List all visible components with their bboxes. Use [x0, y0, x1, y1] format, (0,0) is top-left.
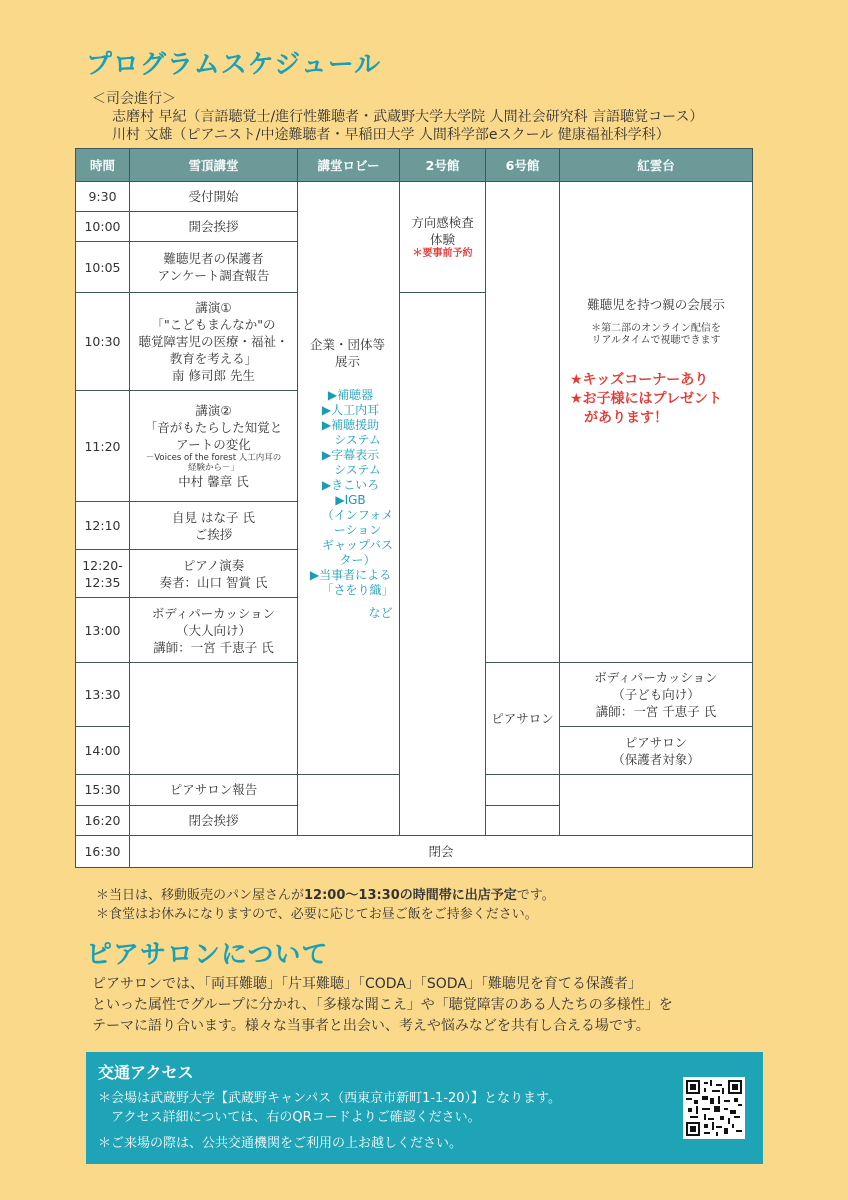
- lobby-item: ▶補聴援助: [321, 417, 380, 432]
- peer-salon-line: といった属性でグループに分かれ、「多様な聞こえ」や「聴覚障害のある人たちの多様性」を: [92, 997, 673, 1013]
- mc-person: 志磨村 早紀（言語聴覚士/進行性難聴者・武蔵野大学大学院 人間社会研究科 言語聴覚コース）: [112, 109, 704, 125]
- bldg6-cell-empty: [486, 182, 560, 663]
- time-cell: 16:30: [76, 835, 130, 867]
- header-hall: 雪頂講堂: [130, 149, 298, 182]
- bldg6-cell-empty: [486, 805, 560, 835]
- hall-cell: 開会挨拶: [130, 212, 298, 242]
- hall-cell: 受付開始: [130, 182, 298, 212]
- time-cell: 10:05: [76, 242, 130, 292]
- peer-salon-line: テーマに語り合います。様々な当事者と出会い、考えや悩みなどを共有し合える場です。: [92, 1018, 650, 1034]
- lobby-item: （インフォメーション: [321, 507, 394, 537]
- lobby-item: ▶補聴器: [327, 387, 374, 402]
- kids-corner-note: ★キッズコーナーあり: [570, 371, 709, 388]
- access-title: 交通アクセス: [98, 1063, 194, 1082]
- time-cell: 12:20- 12:35: [76, 550, 130, 598]
- hall-cell: 自見 はな子 氏 ご挨拶: [130, 501, 298, 549]
- time-cell: 13:30: [76, 662, 130, 726]
- note-line: ＊食堂はお休みになりますので、必要に応じてお昼ご飯をご持参ください。: [96, 907, 538, 922]
- kounkai-cell: ボディパーカッション （子ども向け） 講師：一宮 千恵子 氏: [560, 662, 753, 726]
- access-box: [86, 1052, 763, 1164]
- hall-cell: ピアノ演奏 奏者：山口 智賞 氏: [130, 550, 298, 598]
- time-cell: 13:00: [76, 598, 130, 662]
- qr-code-icon[interactable]: [683, 1077, 745, 1139]
- lobby-item: システム: [334, 432, 381, 447]
- time-cell: 12:10: [76, 501, 130, 549]
- kounkai-note: リアルタイムで視聴できます: [591, 334, 721, 346]
- bldg6-cell: ピアサロン: [486, 662, 560, 775]
- header-bldg6: 6号館: [486, 149, 560, 182]
- access-text: ＊ご来場の際は、公共交通機関をご利用の上お越しください。: [98, 1136, 463, 1151]
- time-cell: 14:00: [76, 727, 130, 775]
- header-time: 時間: [76, 149, 130, 182]
- bldg2-cell-empty: [400, 292, 486, 835]
- note-line: ＊当日は、移動販売のパン屋さんが12:00〜13:30の時間帯に出店予定です。: [96, 888, 555, 903]
- peer-salon-title: ピアサロンについて: [86, 940, 329, 970]
- bldg2-note: ＊要事前予約: [412, 247, 473, 259]
- kounkai-cell: [560, 182, 753, 663]
- hall-cell: 講演① 「"こどもまんなか"の 聴覚障害児の医療・福祉・ 教育を考える」 南 修司郎 先生: [130, 292, 298, 391]
- lobby-item: など: [368, 605, 393, 620]
- lobby-title: 企業・団体等: [309, 336, 385, 352]
- peer-salon-text: [92, 974, 772, 1037]
- hall-cell: ピアサロン報告: [130, 775, 298, 805]
- kounkai-cell: ピアサロン （保護者対象）: [560, 727, 753, 775]
- present-note: があります！: [584, 409, 668, 426]
- lobby-item: ▶きこいろ: [321, 477, 380, 492]
- notes: [96, 886, 555, 924]
- lobby-item: ▶人工内耳: [321, 402, 380, 417]
- hall-cell: 講演② 「音がもたらした知覚と アートの変化 －Voices of the forest 人工内耳の 経験から－」 中村 馨章 氏: [130, 391, 298, 502]
- time-cell: 10:00: [76, 212, 130, 242]
- schedule-table: [75, 148, 753, 868]
- present-note: ★お子様にはプレゼント: [570, 390, 722, 407]
- peer-salon-line: ピアサロンでは、「両耳難聴」「片耳難聴」「CODA」「SODA」「難聴児を育てる保護者」: [92, 976, 642, 992]
- mc-label: ＜司会進行＞: [92, 91, 176, 107]
- lobby-cell-empty: [298, 775, 400, 835]
- hall-cell: ボディパーカッション （大人向け） 講師：一宮 千恵子 氏: [130, 598, 298, 662]
- access-text: ＊会場は武蔵野大学【武蔵野キャンパス（西東京市新町1-1-20）】となります。 アクセス詳細については、右のQRコードよりご確認ください。: [98, 1091, 562, 1125]
- lobby-title: 展示: [334, 353, 360, 369]
- time-cell: 9:30: [76, 182, 130, 212]
- bldg2-text: 方向感検査: [411, 214, 474, 230]
- mc-section: [92, 90, 703, 144]
- lobby-item: ▶字幕表示: [321, 447, 380, 462]
- lobby-item: 「さをり織」: [321, 582, 394, 597]
- time-cell: 15:30: [76, 775, 130, 805]
- time-cell: 16:20: [76, 805, 130, 835]
- time-cell: 10:30: [76, 292, 130, 391]
- kounkai-cell-empty: [560, 775, 753, 835]
- hall-cell: 閉会挨拶: [130, 805, 298, 835]
- lobby-item: ▶IGB: [335, 492, 366, 507]
- kounkai-note: ＊第二部のオンライン配信を: [591, 322, 721, 334]
- page-title: プログラムスケジュール: [86, 50, 382, 80]
- header-lobby: 講堂ロビー: [298, 149, 400, 182]
- bldg2-cell: [400, 182, 486, 293]
- mc-person: 川村 文雄（ピアニスト/中途難聴者・早稲田大学 人間科学部eスクール 健康福祉科学科）: [112, 127, 670, 143]
- bldg6-cell-empty: [486, 775, 560, 805]
- lobby-item: システム: [334, 462, 381, 477]
- lobby-item: ▶当事者による: [309, 567, 392, 582]
- time-cell: 11:20: [76, 391, 130, 502]
- hall-cell-empty: [130, 662, 298, 775]
- header-bldg2: 2号館: [400, 149, 486, 182]
- lobby-item: ギャップバスター）: [321, 537, 394, 567]
- lobby-cell: [298, 182, 400, 775]
- kounkai-text: 難聴児を持つ親の会展示: [587, 296, 725, 312]
- closing-cell: 閉会: [130, 835, 753, 867]
- header-kounkai: 紅雲台: [560, 149, 753, 182]
- bldg2-text: 体験: [429, 231, 455, 247]
- hall-cell: 難聴児者の保護者 アンケート調査報告: [130, 242, 298, 292]
